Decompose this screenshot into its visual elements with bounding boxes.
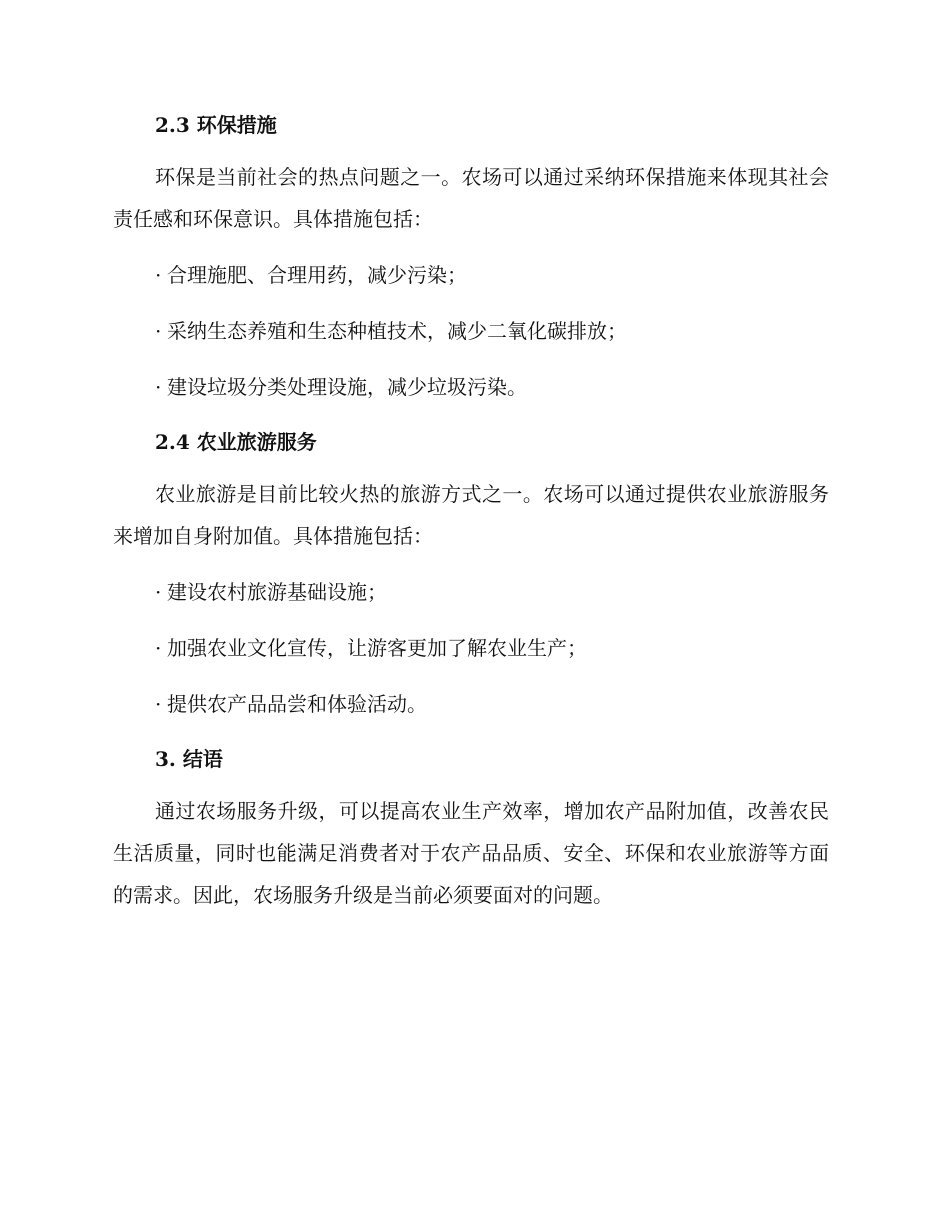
bullet-dot: ·	[155, 692, 162, 716]
section-heading-3: 3. 结语	[155, 747, 223, 771]
bullet-text: 合理施肥、合理用药，减少污染；	[167, 263, 467, 287]
section-paragraph-2-3: 环保是当前社会的热点问题之一。农场可以通过采纳环保措施来体现其社会责任感和环保意识。具体措施包括：	[113, 165, 829, 231]
bullet-item	[113, 627, 829, 669]
section-heading-2-4: 2.4 农业旅游服务	[155, 430, 317, 454]
section-paragraph-3: 通过农场服务升级，可以提高农业生产效率，增加农产品附加值，改善农民生活质量，同时也能满足消费者对于农产品品质、安全、环保和农业旅游等方面的需求。因此，农场服务升级是当前必须要面对的问题。	[113, 799, 829, 907]
bullet-dot: ·	[155, 636, 162, 660]
bullet-dot: ·	[155, 580, 162, 604]
document-body	[113, 108, 829, 916]
section-heading-2-3: 2.3 环保措施	[155, 113, 277, 137]
section-paragraph-2-4: 农业旅游是目前比较火热的旅游方式之一。农场可以通过提供农业旅游服务来增加自身附加值。具体措施包括：	[113, 482, 829, 548]
bullet-item	[113, 683, 829, 725]
bullet-item	[113, 571, 829, 613]
bullet-item	[113, 310, 829, 352]
bullet-dot: ·	[155, 263, 162, 287]
bullet-item	[113, 366, 829, 408]
bullet-text: 建设垃圾分类处理设施，减少垃圾污染。	[167, 375, 527, 399]
bullet-item	[113, 254, 829, 296]
bullet-text: 提供农产品品尝和体验活动。	[167, 692, 427, 716]
bullet-dot: ·	[155, 375, 162, 399]
bullet-dot: ·	[155, 319, 162, 343]
bullet-text: 加强农业文化宣传，让游客更加了解农业生产；	[167, 636, 587, 660]
bullet-text: 采纳生态养殖和生态种植技术，减少二氧化碳排放；	[167, 319, 627, 343]
bullet-text: 建设农村旅游基础设施；	[167, 580, 387, 604]
